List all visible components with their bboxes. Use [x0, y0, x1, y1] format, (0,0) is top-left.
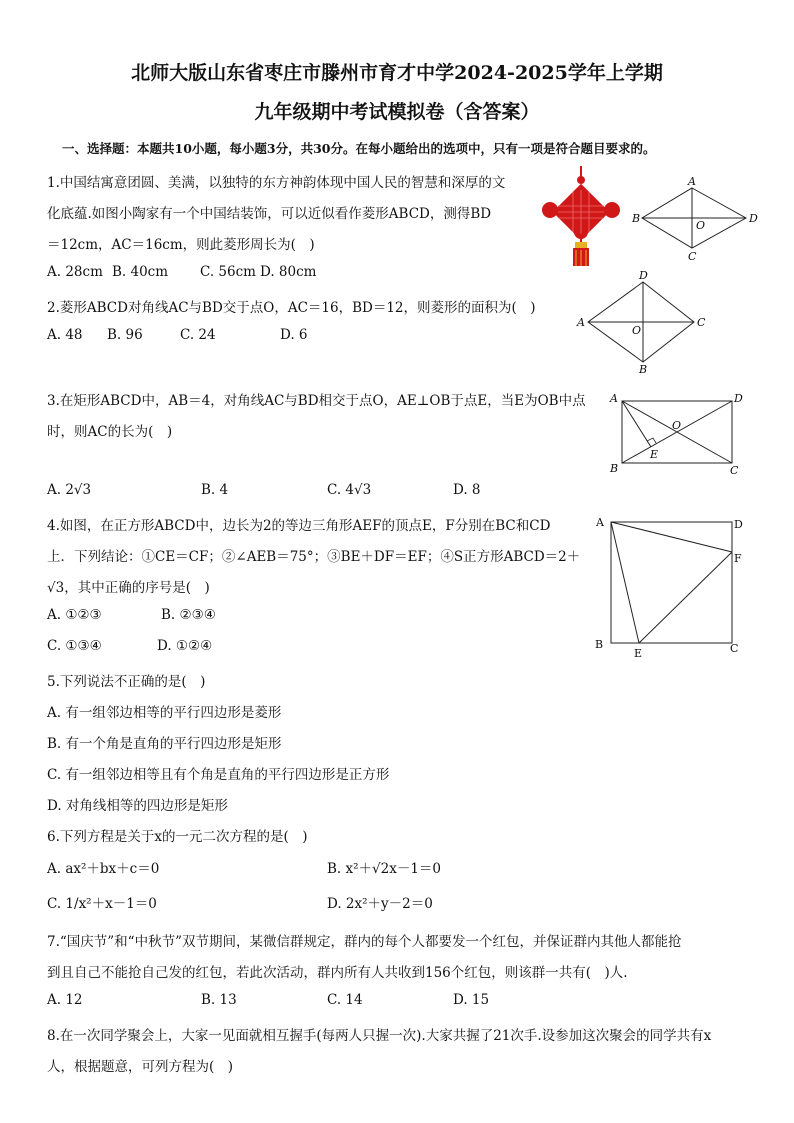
label-o: O: [672, 419, 682, 432]
q2-option-a: A. 48: [47, 327, 83, 343]
label-d: D: [749, 212, 758, 225]
exam-title-line2: 九年级期中考试模拟卷（含答案）: [254, 101, 540, 123]
label-a: A: [610, 392, 618, 405]
label-c: C: [688, 250, 697, 263]
q1-line1: 1.中国结寓意团圆、美满，以独特的东方神韵体现中国人民的智慧和深厚的文: [47, 175, 506, 191]
q3-line1: 3.在矩形ABCD中，AB＝4，对角线AC与BD相交于点O，AE⊥OB于点E，当E为OB中点: [47, 393, 586, 409]
label-a: A: [596, 516, 604, 529]
q1-option-a: A. 28cm: [47, 264, 103, 280]
label-e: E: [634, 647, 643, 660]
q4-option-a: A. ①②③: [47, 607, 102, 623]
q4-square-figure: [590, 512, 750, 660]
q5-line1: 5.下列说法不正确的是( ): [47, 674, 206, 690]
q4-line3: √3，其中正确的序号是( ): [47, 580, 210, 596]
q2-rhombus-figure: [572, 268, 712, 374]
q6-line1: 6.下列方程是关于x的一元二次方程的是( ): [47, 829, 308, 845]
chinese-knot-image: [538, 166, 624, 268]
q3-option-c: C. 4√3: [327, 482, 372, 498]
q5-option-a: A. 有一组邻边相等的平行四边形是菱形: [47, 705, 282, 721]
q2-option-b: B. 96: [107, 327, 143, 343]
section-heading: 一、选择题：本题共10小题，每小题3分，共30分。在每小题给出的选项中，只有一项是符合题目要求的。: [62, 141, 656, 156]
label-d: D: [734, 392, 743, 405]
label-c: C: [697, 316, 706, 329]
q1-option-b: B. 40cm: [112, 264, 169, 280]
q2-option-c: C. 24: [180, 327, 216, 343]
label-d: D: [734, 518, 743, 531]
q4-option-b: B. ②③④: [161, 607, 216, 623]
label-c: C: [730, 642, 739, 655]
q6-option-b: B. x²＋√2x－1＝0: [327, 861, 442, 877]
q7-option-d: D. 15: [453, 992, 490, 1008]
q1-line3: ＝12cm，AC＝16cm，则此菱形周长为( ): [47, 237, 315, 253]
q3-option-b: B. 4: [201, 482, 229, 498]
label-b: B: [610, 462, 619, 475]
q7-option-c: C. 14: [327, 992, 363, 1008]
q3-option-d: D. 8: [453, 482, 481, 498]
label-b: B: [595, 638, 604, 651]
q6-option-c: C. 1/x²＋x－1＝0: [47, 896, 157, 912]
q1-rhombus-figure: [628, 174, 758, 264]
exam-title-line1: 北师大版山东省枣庄市滕州市育才中学2024-2025学年上学期: [131, 62, 663, 84]
label-b: B: [632, 212, 641, 225]
q1-line2: 化底蕴.如图小陶家有一个中国结装饰，可以近似看作菱形ABCD，测得BD: [47, 206, 492, 222]
q7-line1: 7.“国庆节”和“中秋节”双节期间，某微信群规定，群内的每个人都要发一个红包，并保证群内其他人都能抢: [47, 934, 682, 950]
q8-line2: 人，根据题意，可列方程为( ): [47, 1059, 234, 1075]
q5-option-c: C. 有一组邻边相等且有个角是直角的平行四边形是正方形: [47, 767, 390, 783]
q3-rectangle-figure: [604, 388, 754, 478]
label-d: D: [639, 269, 648, 282]
q6-option-d: D. 2x²＋y－2＝0: [327, 896, 433, 912]
label-b: B: [639, 363, 648, 374]
q4-line1: 4.如图，在正方形ABCD中，边长为2的等边三角形AEF的顶点E，F分别在BC和CD: [47, 518, 551, 534]
label-c: C: [730, 464, 739, 477]
q7-option-a: A. 12: [47, 992, 83, 1008]
label-f: F: [734, 552, 742, 565]
q5-option-d: D. 对角线相等的四边形是矩形: [47, 798, 228, 814]
label-a: A: [577, 316, 585, 329]
label-o: O: [696, 219, 706, 232]
q4-option-d: D. ①②④: [157, 638, 213, 654]
q4-option-c: C. ①③④: [47, 638, 102, 654]
label-e: E: [650, 448, 659, 461]
q1-option-d: D. 80cm: [260, 264, 317, 280]
q2-line1: 2.菱形ABCD对角线AC与BD交于点O，AC＝16，BD＝12，则菱形的面积为( ): [47, 300, 536, 316]
q1-option-c: C. 56cm: [200, 264, 256, 280]
q4-line2: 上．下列结论：①CE＝CF；②∠AEB＝75°；③BE＋DF＝EF；④S正方形ABCD＝2＋: [47, 549, 581, 565]
q8-line1: 8.在一次同学聚会上，大家一见面就相互握手(每两人只握一次).大家共握了21次手.设参加这次聚会的同学共有x: [47, 1028, 712, 1044]
q2-option-d: D. 6: [280, 327, 308, 343]
q5-option-b: B. 有一个角是直角的平行四边形是矩形: [47, 736, 282, 752]
label-o: O: [632, 324, 642, 337]
q6-option-a: A. ax²＋bx＋c＝0: [47, 861, 160, 877]
q3-option-a: A. 2√3: [47, 482, 92, 498]
q7-option-b: B. 13: [201, 992, 237, 1008]
label-a: A: [688, 175, 696, 188]
q7-line2: 到且自己不能抢自己发的红包，若此次活动，群内所有人共收到156个红包，则该群一共有( )人.: [47, 965, 628, 981]
q3-line2: 时，则AC的长为( ): [47, 424, 173, 440]
